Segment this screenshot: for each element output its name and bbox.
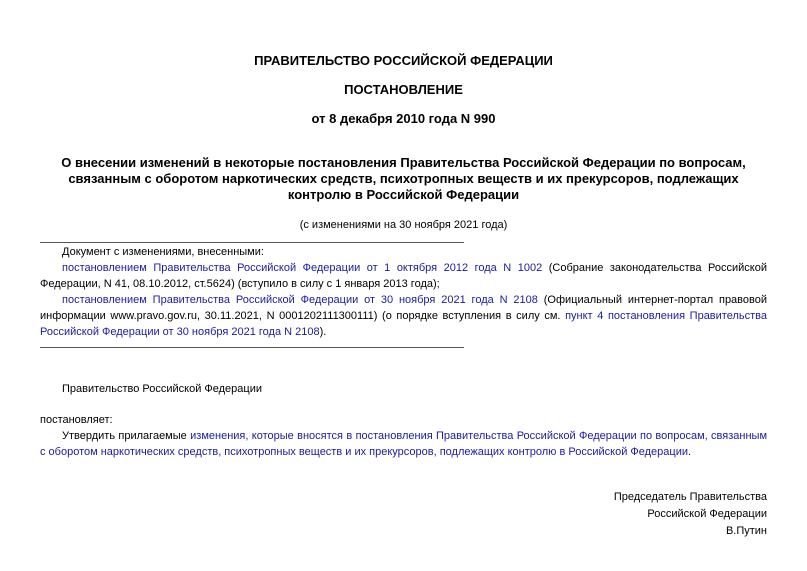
- signature-block: [467, 489, 767, 540]
- signature-name: В.Путин: [725, 525, 767, 537]
- amendment-item-2-end: ).: [319, 326, 327, 338]
- document-title: О внесении изменений в некоторые постановления Правительства Российской Федерации по вопросам, связанным с оборотом наркотических средств, психотропных веществ и их прекурсоров, подлежащих контролю в Российской Федерации: [61, 155, 746, 202]
- amendment-item-1: [40, 260, 767, 292]
- document-date-number: от 8 декабря 2010 года N 990: [311, 111, 496, 126]
- signature-organization: Российской Федерации: [647, 508, 767, 520]
- decrees-line: постановляет:: [40, 414, 113, 426]
- amendment-item-2-text: (Официальный интернет-портал правовой информации www.pravo.gov.ru, 30.11.2021, N 0001202111300111) (о порядке вступления в силу см.: [40, 294, 767, 322]
- issuing-authority: ПРАВИТЕЛЬСТВО РОССИЙСКОЙ ФЕДЕРАЦИИ: [254, 53, 553, 68]
- signature-position: Председатель Правительства: [613, 491, 767, 503]
- revision-note: (с изменениями на 30 ноября 2021 года): [299, 219, 508, 231]
- government-line: Правительство Российской Федерации: [62, 383, 262, 395]
- amendments-top-divider: [40, 242, 464, 243]
- amendment-item-1-text: (Собрание законодательства Российской Федерации, N 41, 08.10.2012, ст.5624) (вступило в силу с 1 января 2013 года);: [40, 262, 767, 290]
- amendment-item-2: [40, 292, 767, 340]
- document-type: ПОСТАНОВЛЕНИЕ: [344, 82, 463, 97]
- approved-changes-link[interactable]: изменения, которые вносятся в постановления Правительства Российской Федерации по вопросам, связанным с оборотом наркотических средств, психотропных веществ и их прекурсоров, подлежащих контролю в Российской Федерации: [40, 430, 768, 458]
- amendments-bottom-divider: [40, 347, 464, 348]
- amendments-intro: Документ с изменениями, внесенными:: [62, 246, 264, 258]
- amendment-ref-link-point4[interactable]: пункт 4 постановления Правительства Российской Федерации от 30 ноября 2021 года N 2108: [40, 310, 767, 338]
- approve-prefix: Утвердить прилагаемые: [62, 430, 191, 442]
- amendment-link-2108[interactable]: постановлением Правительства Российской Федерации от 30 ноября 2021 года N 2108: [62, 294, 538, 306]
- approve-paragraph: [40, 428, 767, 460]
- amendment-link-1002[interactable]: постановлением Правительства Российской Федерации от 1 октября 2012 года N 1002: [62, 262, 543, 274]
- approve-end: .: [688, 446, 692, 458]
